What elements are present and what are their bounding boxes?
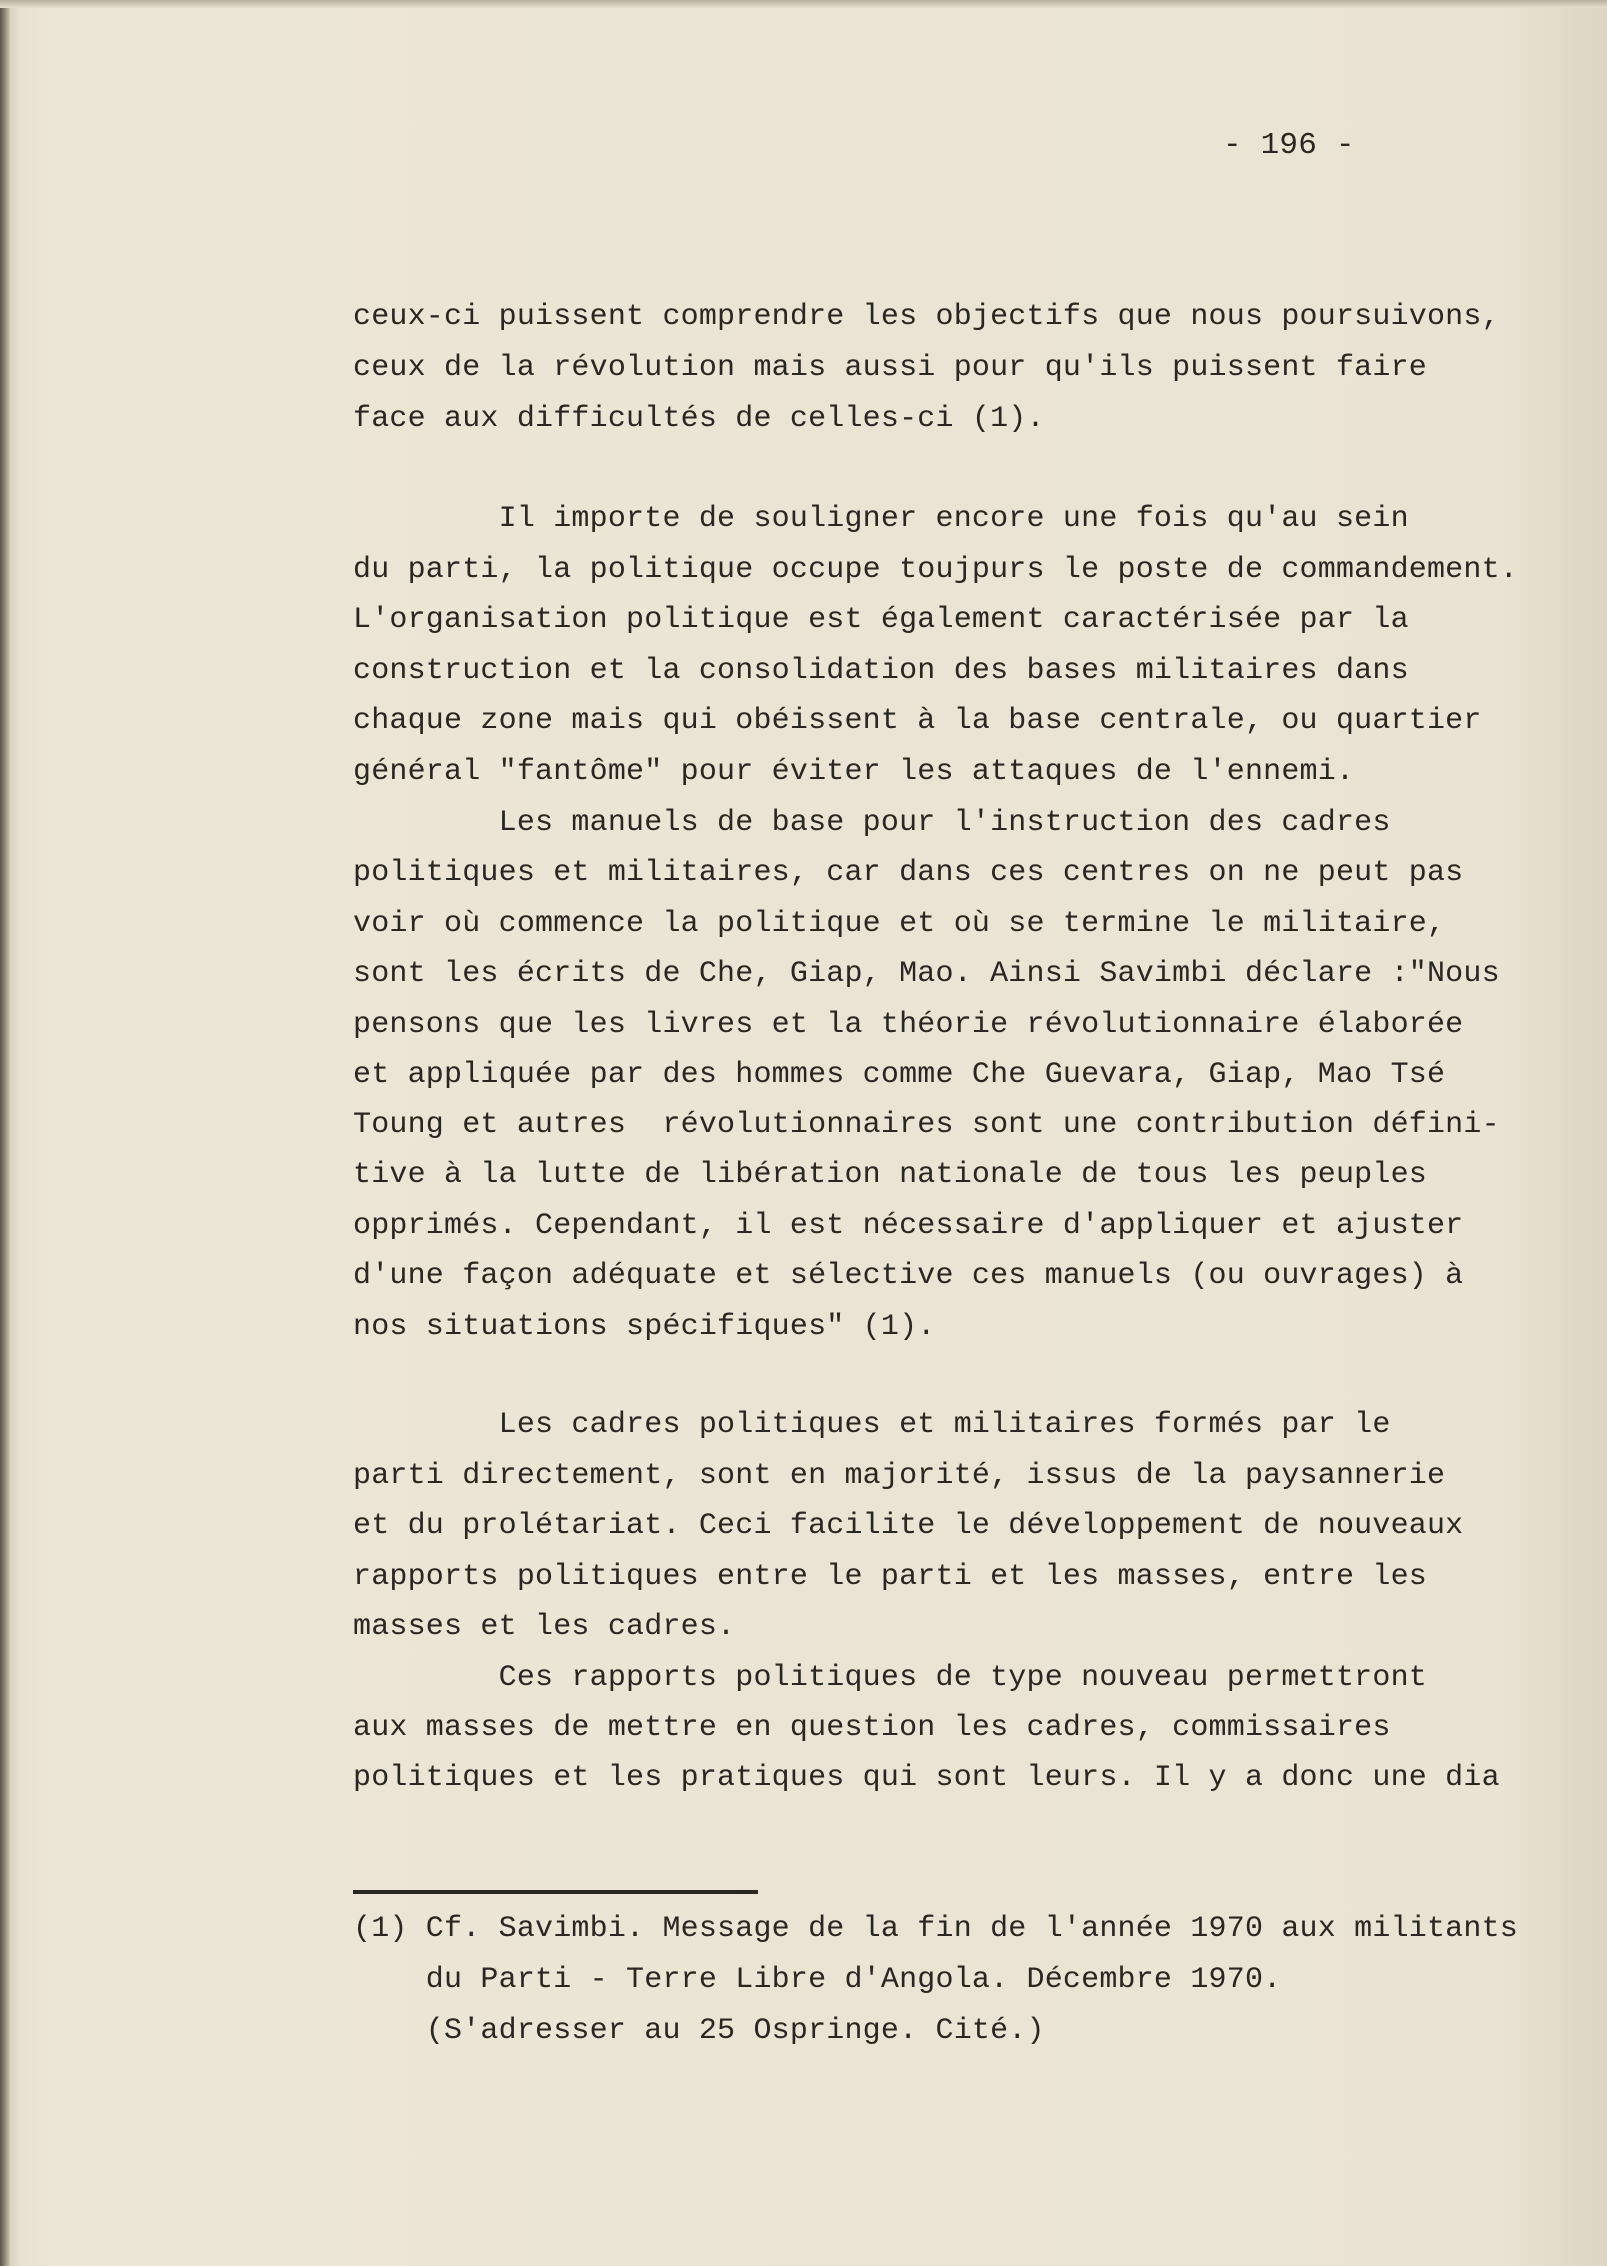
text-line: rapports politiques entre le parti et les masses, entre les <box>353 1560 1427 1594</box>
text-line: construction et la consolidation des bases militaires dans <box>353 654 1409 688</box>
text-line: nos situations spécifiques" (1). <box>353 1310 936 1344</box>
footnote-separator <box>353 1890 758 1894</box>
text-line: général "fantôme" pour éviter les attaques de l'ennemi. <box>353 755 1355 789</box>
footnote-line: du Parti - Terre Libre d'Angola. Décembre 1970. <box>353 1963 1282 1997</box>
text-line: Ces rapports politiques de type nouveau permettront <box>353 1661 1427 1695</box>
text-line: Les cadres politiques et militaires formés par le <box>353 1408 1391 1442</box>
text-line: sont les écrits de Che, Giap, Mao. Ainsi Savimbi déclare :"Nous <box>353 957 1500 991</box>
text-line: Les manuels de base pour l'instruction des cadres <box>353 806 1391 840</box>
text-line: parti directement, sont en majorité, issus de la paysannerie <box>353 1459 1446 1493</box>
footnote-line: (1) Cf. Savimbi. Message de la fin de l'année 1970 aux militants <box>353 1912 1518 1946</box>
page-number: - 196 - <box>1223 128 1355 163</box>
text-line: politiques et militaires, car dans ces centres on ne peut pas <box>353 856 1464 890</box>
text-line: face aux difficultés de celles-ci (1). <box>353 402 1045 436</box>
text-line: opprimés. Cependant, il est nécessaire d'appliquer et ajuster <box>353 1209 1464 1243</box>
text-line: ceux de la révolution mais aussi pour qu'ils puissent faire <box>353 351 1427 385</box>
text-line: voir où commence la politique et où se termine le militaire, <box>353 907 1446 941</box>
text-line: pensons que les livres et la théorie révolutionnaire élaborée <box>353 1008 1464 1042</box>
text-line: masses et les cadres. <box>353 1610 736 1644</box>
text-line: d'une façon adéquate et sélective ces manuels (ou ouvrages) à <box>353 1259 1464 1293</box>
page-top-edge <box>0 0 1607 8</box>
text-line: et appliquée par des hommes comme Che Guevara, Giap, Mao Tsé <box>353 1058 1446 1092</box>
footnote-line: (S'adresser au 25 Ospringe. Cité.) <box>353 2014 1045 2048</box>
binding-edge <box>0 0 10 2266</box>
text-line: ceux-ci puissent comprendre les objectifs que nous poursuivons, <box>353 300 1500 334</box>
text-line: et du prolétariat. Ceci facilite le développement de nouveaux <box>353 1509 1464 1543</box>
text-line: L'organisation politique est également caractérisée par la <box>353 603 1409 637</box>
text-line: politiques et les pratiques qui sont leurs. Il y a donc une dia <box>353 1761 1500 1795</box>
text-line: du parti, la politique occupe toujpurs le poste de commandement. <box>353 553 1518 587</box>
text-line: tive à la lutte de libération nationale de tous les peuples <box>353 1158 1427 1192</box>
text-line: chaque zone mais qui obéissent à la base centrale, ou quartier <box>353 704 1482 738</box>
text-line: Toung et autres révolutionnaires sont une contribution défini- <box>353 1108 1500 1142</box>
text-line: aux masses de mettre en question les cadres, commissaires <box>353 1711 1391 1745</box>
text-line: Il importe de souligner encore une fois qu'au sein <box>353 502 1409 536</box>
